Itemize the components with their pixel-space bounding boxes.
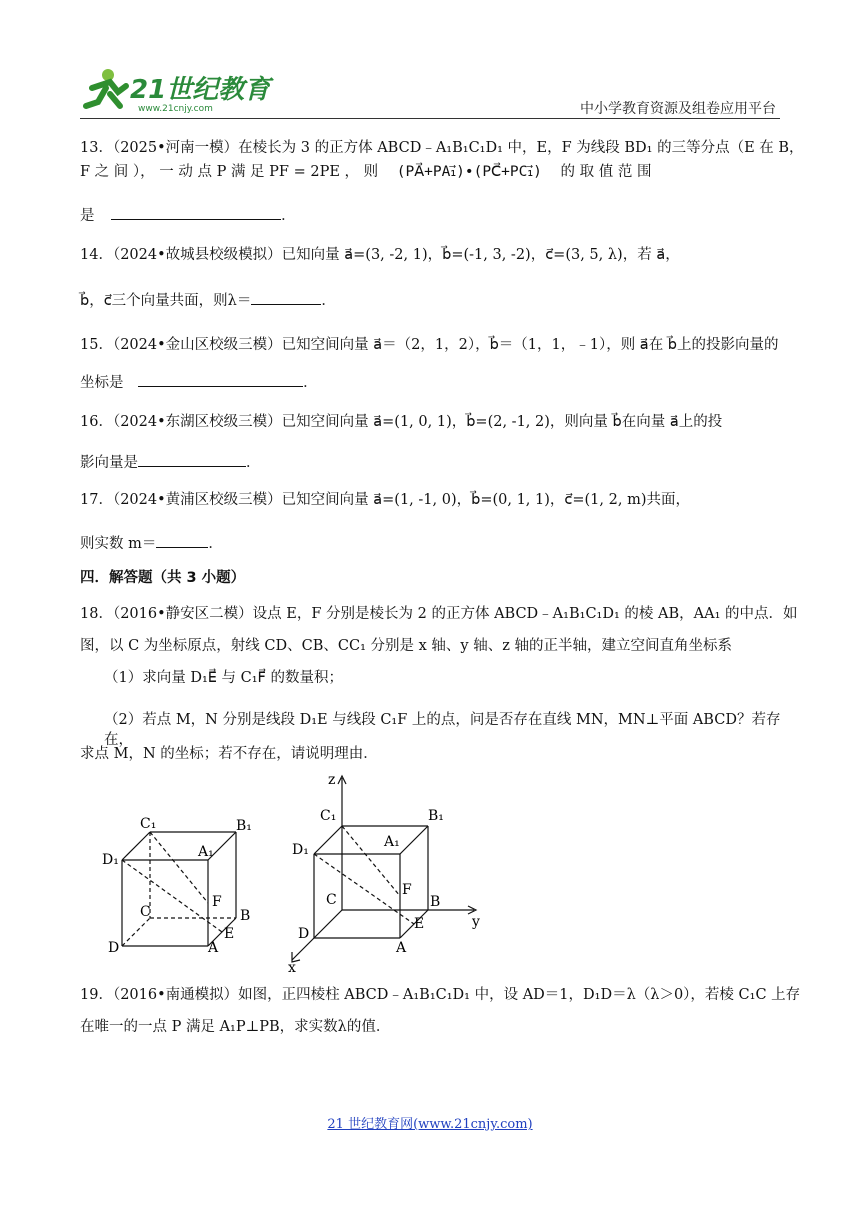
q13-line3: 是 — [80, 208, 95, 224]
q15-line2: 坐标是 — [80, 375, 124, 391]
label-B1: B₁ — [236, 818, 252, 834]
question-15-line2 — [80, 372, 780, 393]
axis-label-y: y — [472, 914, 480, 930]
label-C1: C₁ — [140, 816, 157, 832]
q14-line2: b⃗，c⃗三个向量共面，则λ＝ — [80, 293, 252, 309]
label-D1-fig2: D₁ — [292, 842, 309, 858]
q17-period: ． — [208, 536, 223, 552]
axis-label-z: z — [328, 772, 336, 788]
q17-line2: 则实数 m＝ — [80, 536, 157, 552]
question-14-line2 — [80, 290, 780, 311]
q19-line1: 19．（2016•南通模拟）如图，正四棱柱 ABCD﹣A₁B₁C₁D₁ 中，设 AD＝1，D₁D＝λ（λ＞0），若棱 C₁C 上存 — [80, 987, 801, 1003]
label-E-fig2: E — [414, 916, 425, 932]
q16-period: ． — [246, 455, 261, 471]
label-D: D — [108, 940, 120, 956]
q15-line1: 15．（2024•金山区校级三模）已知空间向量 a⃗＝（2，1，2），b⃗＝（1，1，﹣1），则 a⃗在 b⃗上的投影向量的 — [80, 337, 779, 353]
label-C1-fig2: C₁ — [320, 808, 337, 824]
label-B-fig2: B — [430, 894, 441, 910]
question-16 — [80, 412, 780, 432]
answer-blank-16[interactable] — [138, 452, 246, 467]
answer-blank-17[interactable] — [156, 533, 208, 548]
question-17-line2 — [80, 533, 780, 554]
header-divider — [80, 118, 780, 119]
q16-line1: 16．（2024•东湖区校级三模）已知空间向量 a⃗=(1, 0, 1)，b⃗=(2, -1, 2)，则向量 b⃗在向量 a⃗上的投 — [80, 414, 723, 430]
label-E: E — [224, 926, 235, 942]
cube-figure-2 — [286, 770, 486, 975]
question-13-line2 — [80, 162, 780, 182]
q13-line1: 13．（2025•河南一模）在棱长为 3 的正方体 ABCD﹣A₁B₁C₁D₁ 中，E，F 为线段 BD₁ 的三等分点（E 在 B， — [80, 140, 804, 156]
site-logo — [80, 66, 271, 114]
question-18-sub1: （1）求向量 D₁E⃗ 与 C₁F⃗ 的数量积； — [104, 670, 344, 686]
label-A1-fig2: A₁ — [384, 834, 400, 850]
axis-label-x: x — [288, 960, 296, 976]
label-F: F — [212, 894, 222, 910]
question-14 — [80, 245, 780, 265]
label-A: A — [208, 940, 219, 956]
q14-period: ． — [321, 293, 336, 309]
q19-line2: 在唯一的一点 P 满足 A₁P⊥PB，求实数λ的值． — [80, 1019, 391, 1035]
question-15 — [80, 335, 780, 355]
cube-figure-1 — [98, 808, 268, 958]
question-19 — [80, 985, 801, 1037]
question-13-line3 — [80, 205, 780, 226]
label-A1: A₁ — [198, 844, 214, 860]
q13-formula: (PA⃗+PA₁⃗)•(PC⃗+PC₁⃗) — [396, 164, 542, 180]
question-17 — [80, 490, 780, 510]
platform-name: 中小学教育资源及组卷应用平台 — [580, 101, 776, 117]
footer — [0, 1113, 860, 1132]
question-18-sub2a: （2）若点 M，N 分别是线段 D₁E 与线段 C₁F 上的点，问是否存在直线 MN，MN⊥平面 ABCD？若存在， — [104, 712, 781, 748]
label-A-fig2: A — [396, 940, 407, 956]
answer-blank-14[interactable] — [251, 290, 321, 305]
q15-period: ． — [303, 375, 318, 391]
question-16-line2 — [80, 452, 780, 473]
q14-line1: 14．（2024•故城县校级模拟）已知向量 a⃗=(3, -2, 1)，b⃗=(-1, 3, -2)，c⃗=(3, 5, λ)，若 a⃗， — [80, 247, 680, 263]
q17-line1: 17．（2024•黄浦区校级三模）已知空间向量 a⃗=(1, -1, 0)，b⃗=(0, 1, 1)，c⃗=(1, 2, m)共面， — [80, 492, 690, 508]
q16-line2: 影向量是 — [80, 455, 138, 471]
footer-link[interactable]: 21 世纪教育网(www.21cnjy.com) — [327, 1117, 533, 1132]
logo-subtext: www.21cnjy.com — [138, 104, 213, 114]
q18-line1: 18．（2016•静安区二模）设点 E，F 分别是棱长为 2 的正方体 ABCD﹣A₁B₁C₁D₁ 的棱 AB，AA₁ 的中点．如 — [80, 606, 798, 622]
label-D-fig2: D — [298, 926, 310, 942]
label-B1-fig2: B₁ — [428, 808, 444, 824]
q18-line2: 图，以 C 为坐标原点，射线 CD、CB、CC₁ 分别是 x 轴、y 轴、z 轴的正半轴，建立空间直角坐标系 — [80, 638, 732, 654]
q13-line2b: 的 取 值 范 围 — [560, 164, 652, 180]
answer-blank-15[interactable] — [138, 372, 303, 387]
q13-line2a: F 之 间 ）， 一 动 点 P 满 足 PF = 2PE ， 则 — [80, 164, 379, 180]
label-D1: D₁ — [102, 852, 119, 868]
question-13 — [80, 138, 804, 158]
q13-period: ． — [281, 208, 296, 224]
label-B: B — [240, 908, 251, 924]
label-C-fig2: C — [326, 892, 337, 908]
runner-icon — [86, 69, 126, 106]
logo-text: 21世纪教育 — [130, 75, 271, 105]
question-18 — [80, 604, 798, 656]
answer-blank-13[interactable] — [111, 205, 281, 220]
label-C: C — [140, 904, 151, 920]
section-heading: 四．解答题（共 3 小题） — [80, 570, 246, 586]
label-F-fig2: F — [402, 882, 412, 898]
question-18-sub2b: 求点 M，N 的坐标；若不存在，请说明理由． — [80, 746, 378, 762]
